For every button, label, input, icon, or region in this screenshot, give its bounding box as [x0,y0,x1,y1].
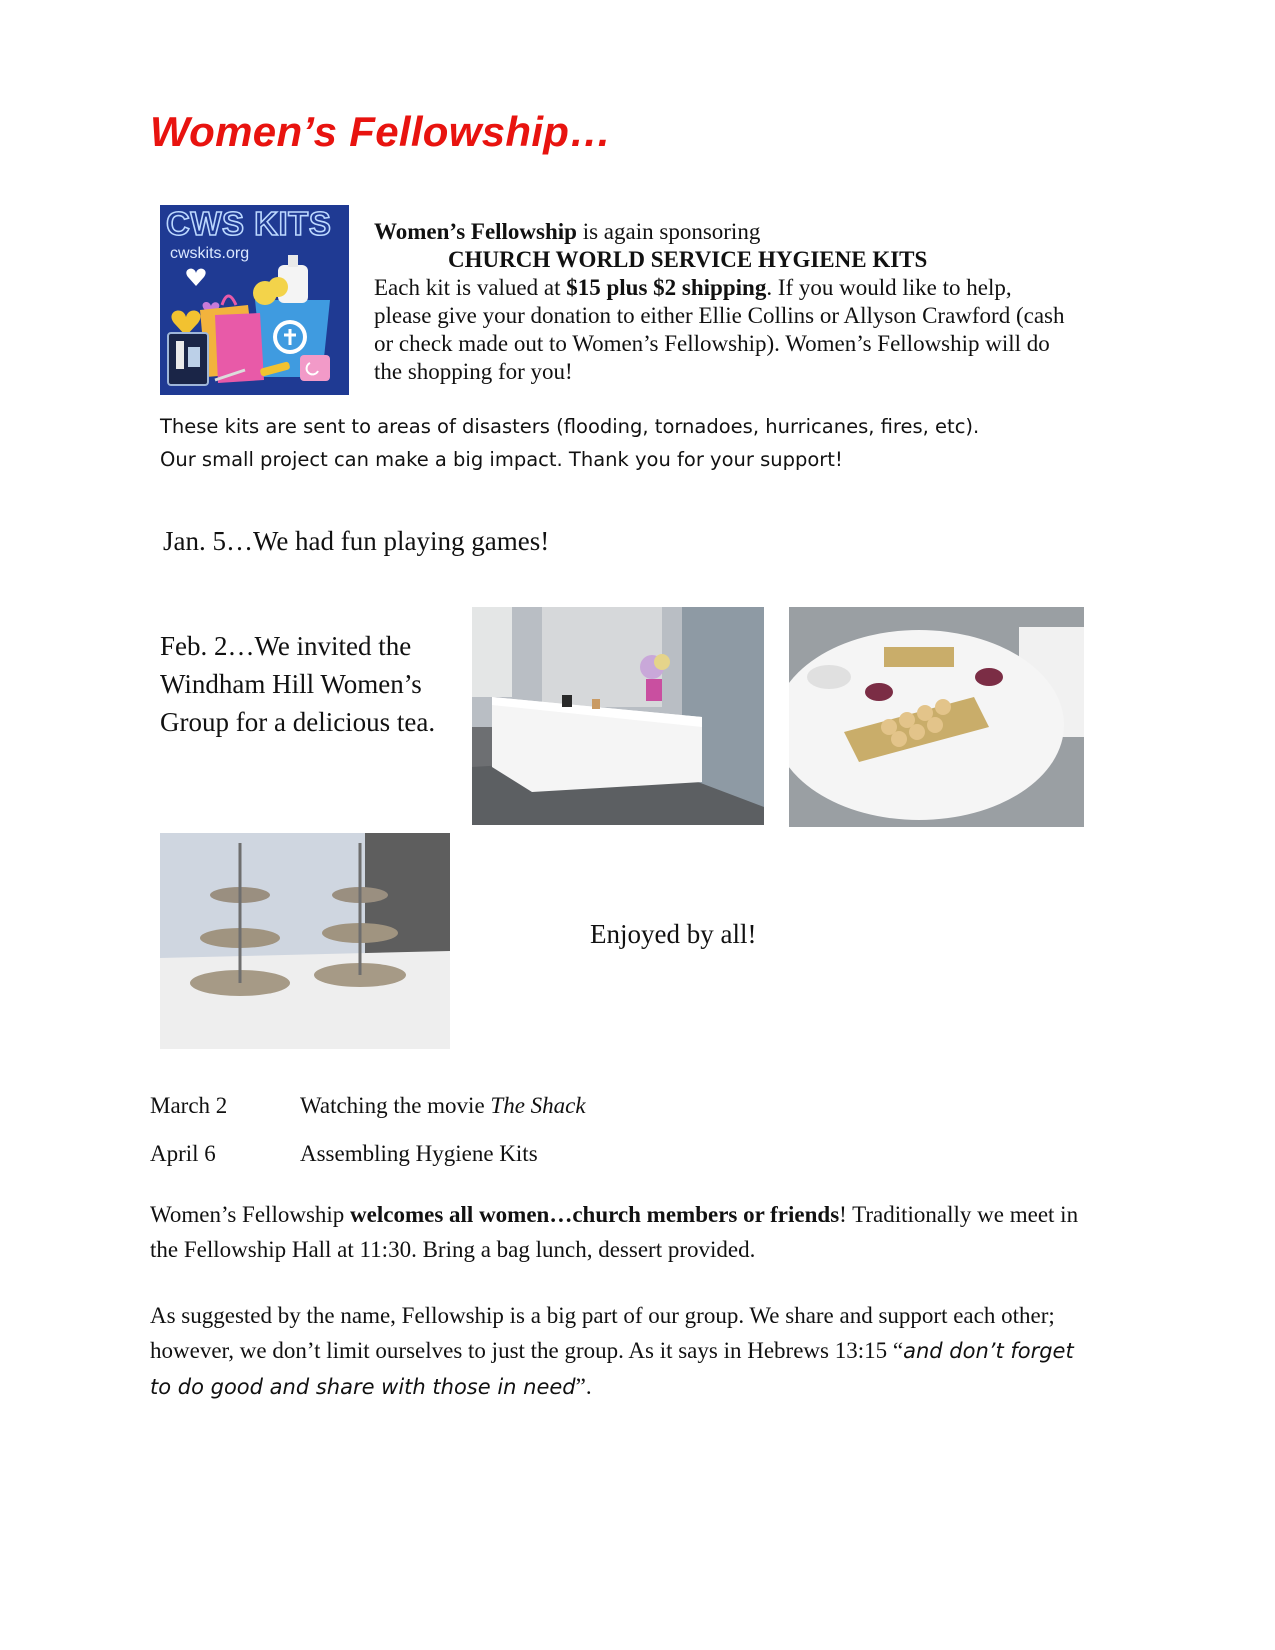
tea-table-photo [472,607,764,825]
schedule-desc-1 [300,1093,586,1119]
fellowship-text: As suggested by the name, Fellowship is a big part of our group. We share and support each other; however, we don’t limit ourselves to just the group. As it says in Hebrews 13:15 “ [150,1303,1055,1363]
cws-kits-logo [160,205,349,395]
intro-paragraph [374,218,1074,386]
welcome-bold: welcomes all women…church members or friends [350,1202,840,1227]
enjoyed-caption: Enjoyed by all! [590,919,757,949]
page-title: Women’s Fellowship… [150,108,612,155]
intro-price: $15 plus $2 shipping [566,275,767,300]
schedule-date-2: April 6 [150,1141,216,1166]
feb-event: Feb. 2…We invited the Windham Hill Women’s Group for a delicious tea. [160,631,436,737]
intro-org-name: Women’s Fellowship [374,219,577,244]
schedule-desc-1-text: Watching the movie [300,1093,491,1118]
logo-wordmark: CWS KITS [166,205,332,242]
round-table-photo [789,607,1084,827]
intro-heading: CHURCH WORLD SERVICE HYGIENE KITS [448,247,928,272]
intro-value-text: Each kit is valued at [374,275,567,300]
hygiene-kit-illustration [160,205,349,395]
welcome-paragraph [150,1197,1100,1267]
disaster-note [160,410,1060,476]
intro-donation-text: . If you would like to help, please give your donation to either Ellie Collins or Allyson Crawford (cash or check made out to Women’s Fellowship). Women’s Fellowship will do the shopping for you! [374,275,1065,384]
logo-url: cwskits.org [170,245,250,262]
jan-event: Jan. 5…We had fun playing games! [163,526,550,556]
schedule-date-1: March 2 [150,1093,228,1118]
tiered-stands-photo [160,833,450,1049]
scripture-quote: and don’t forget to do good and share with those in need [150,1339,1074,1399]
movie-title: The Shack [490,1093,586,1118]
fellowship-paragraph [150,1298,1100,1405]
intro-sponsoring-text: is again sponsoring [576,219,761,244]
disaster-note-line-1: These kits are sent to areas of disasters (flooding, tornadoes, hurricanes, fires, etc). [160,415,980,438]
schedule-desc-2-text: Assembling Hygiene Kits [300,1141,538,1166]
schedule-desc-2 [300,1141,538,1167]
welcome-org: Women’s Fellowship [150,1202,351,1227]
disaster-note-line-2: Our small project can make a big impact. Thank you for your support! [160,448,843,471]
fellowship-close: ”. [575,1374,592,1399]
welcome-rest: ! Traditionally we meet in the Fellowship Hall at 11:30. Bring a bag lunch, dessert provided. [150,1202,1079,1262]
